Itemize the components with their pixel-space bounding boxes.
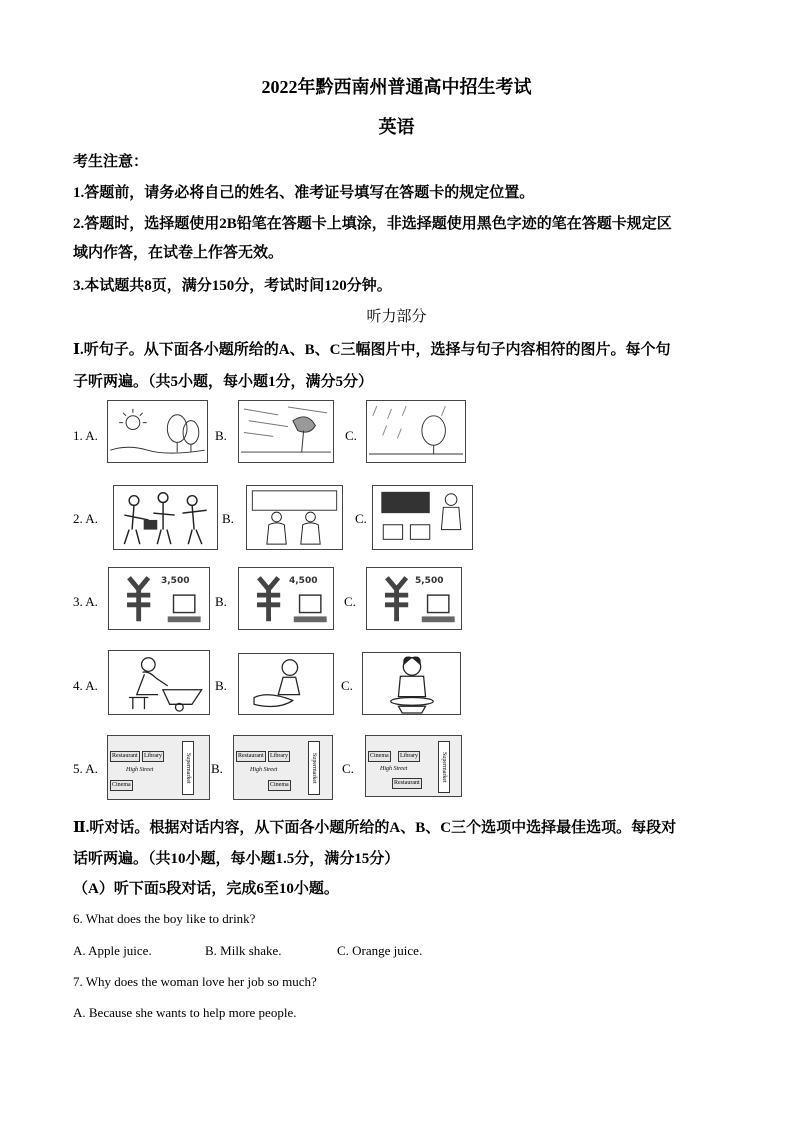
q3-picture-a	[108, 567, 210, 630]
exam-title: 2022年黔西南州普通高中招生考试	[261, 77, 532, 97]
notice-item: 3.本试题共8页，满分150分，考试时间120分钟。	[73, 278, 392, 294]
price-label: 3,500	[161, 576, 190, 586]
q1-picture-b-windy	[238, 400, 334, 463]
option-c-label: C.	[341, 678, 353, 693]
section2-instructions-cont: 话听两遍。（共10小题，每小题1.5分，满分15分）	[73, 851, 400, 867]
street-label: High Street	[126, 767, 154, 773]
option-b-label: B.	[215, 428, 227, 443]
supermarket-label: Supermarket	[308, 741, 320, 795]
q2-picture-c-classroom	[372, 485, 473, 550]
q4-picture-c-cooking	[362, 652, 461, 715]
library-label: Library	[142, 751, 164, 762]
q4-label: 4. A.	[73, 678, 98, 693]
price-label: 4,500	[289, 576, 318, 586]
cinema-label: Cinema	[268, 780, 291, 791]
q5-picture-b-map	[233, 735, 333, 800]
cinema-label: Cinema	[110, 780, 133, 791]
subject-title: 英语	[378, 117, 415, 137]
q2-picture-a-band	[113, 485, 218, 550]
supermarket-label: Supermarket	[438, 741, 450, 793]
option-b-label: B.	[215, 678, 227, 693]
q2-label: 2. A.	[73, 511, 98, 526]
option-b-label: B.	[215, 594, 227, 609]
q6-option-b: B. Milk shake.	[205, 943, 282, 958]
listening-heading: 听力部分	[366, 309, 427, 325]
option-b-label: B.	[211, 761, 223, 776]
part-a-instructions: （A）听下面5段对话，完成6至10小题。	[73, 881, 339, 897]
restaurant-label: Restaurant	[110, 751, 140, 762]
section1-instructions: Ⅰ.听句子。从下面各小题所给的A、B、C三幅图片中，选择与句子内容相符的图片。每个句	[73, 342, 671, 358]
notice-item: 2.答题时，选择题使用2B铅笔在答题卡上填涂，非选择题使用黑色字迹的笔在答题卡规定区	[73, 216, 672, 232]
price-label: 5,500	[415, 576, 444, 586]
q7-option-a: A. Because she wants to help more people.	[73, 1005, 297, 1020]
q1-picture-c-rainy	[366, 400, 466, 463]
q4-picture-a-gardening	[108, 650, 210, 715]
cinema-label: Cinema	[368, 751, 391, 762]
option-c-label: C.	[342, 761, 354, 776]
q2-picture-b-cinema	[246, 485, 343, 550]
street-label: High Street	[380, 766, 408, 772]
q1-label: 1. A.	[73, 428, 98, 443]
notice-heading: 考生注意：	[73, 154, 149, 170]
question-6: 6. What does the boy like to drink?	[73, 911, 256, 926]
option-c-label: C.	[355, 511, 367, 526]
q4-picture-b-cleaning	[238, 653, 334, 715]
restaurant-label: Restaurant	[236, 751, 266, 762]
q6-option-c: C. Orange juice.	[337, 943, 423, 958]
notice-item: 域内作答，在试卷上作答无效。	[73, 245, 284, 261]
library-label: Library	[268, 751, 290, 762]
q5-picture-c-map	[365, 735, 462, 797]
q3-picture-c	[366, 567, 462, 630]
section1-instructions-cont: 子听两遍。（共5小题，每小题1分，满分5分）	[73, 374, 374, 390]
q5-picture-a-map	[107, 735, 210, 800]
restaurant-label: Restaurant	[392, 778, 422, 789]
section2-instructions: Ⅱ.听对话。根据对话内容，从下面各小题所给的A、B、C三个选项中选择最佳选项。每段对	[73, 820, 677, 836]
q3-label: 3. A.	[73, 594, 98, 609]
option-c-label: C.	[345, 428, 357, 443]
option-c-label: C.	[344, 594, 356, 609]
question-7: 7. Why does the woman love her job so much?	[73, 974, 317, 989]
q5-label: 5. A.	[73, 761, 98, 776]
q3-picture-b	[238, 567, 334, 630]
notice-item: 1.答题前，请务必将自己的姓名、准考证号填写在答题卡的规定位置。	[73, 185, 535, 201]
library-label: Library	[398, 751, 420, 762]
street-label: High Street	[250, 767, 278, 773]
q6-option-a: A. Apple juice.	[73, 943, 152, 958]
option-b-label: B.	[222, 511, 234, 526]
q1-picture-a-sunny	[107, 400, 208, 463]
supermarket-label: Supermarket	[182, 741, 194, 795]
